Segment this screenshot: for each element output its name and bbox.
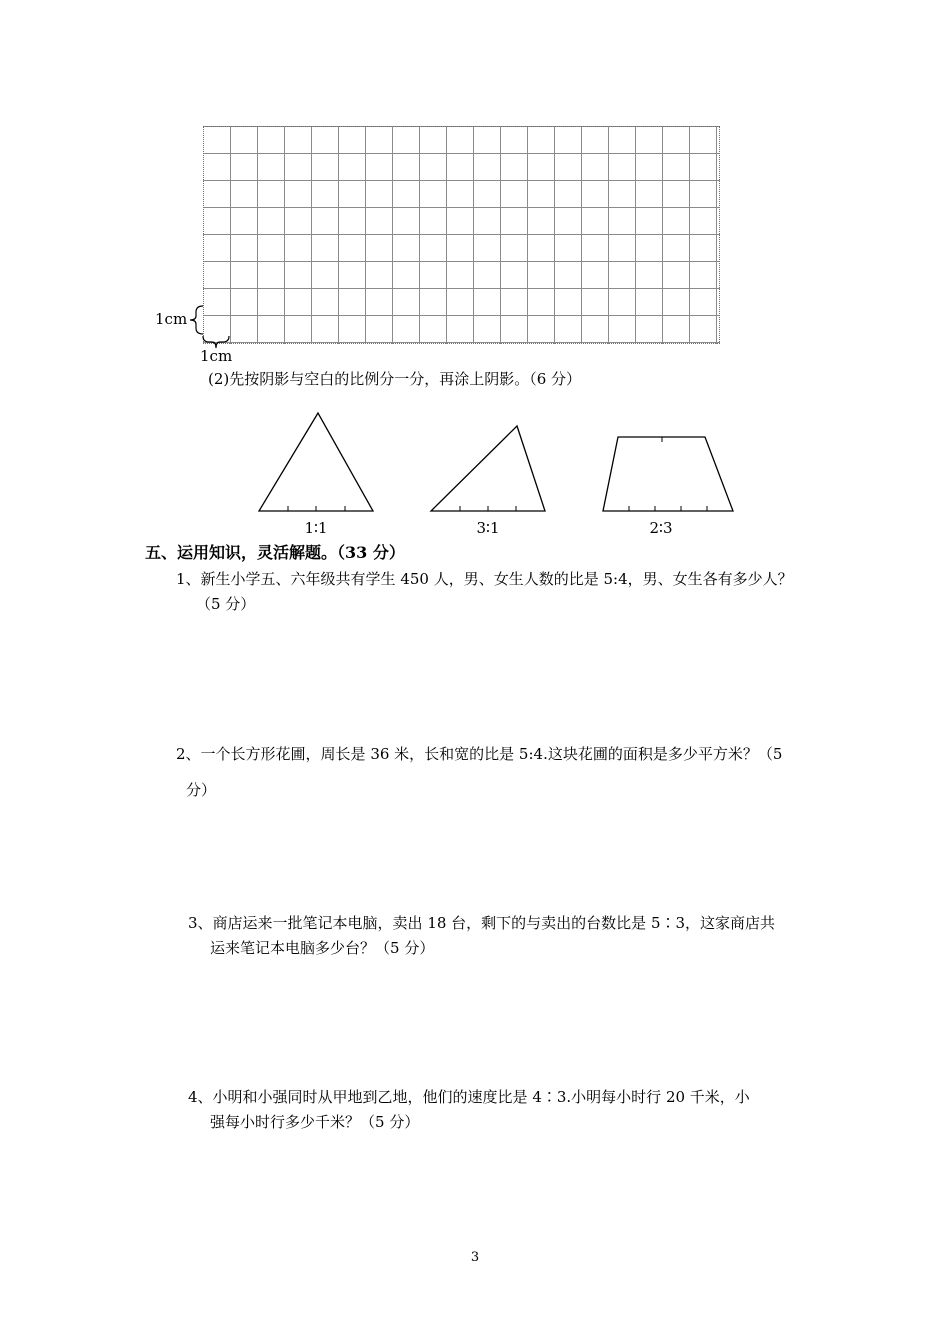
page-number: 3: [470, 1250, 480, 1265]
section-5-title: 五、运用知识，灵活解题。（33 分）: [145, 543, 405, 562]
ratio-label-1: 1∶1: [304, 519, 328, 537]
problem-3-line-1: 3、商店运来一批笔记本电脑，卖出 18 台，剩下的与卖出的台数比是 5∶3，这家商店共: [188, 914, 776, 932]
problem-3-line-2: 运来笔记本电脑多少台？（5 分）: [210, 939, 435, 957]
equilateral-triangle-shape: [259, 413, 373, 511]
shapes: [0, 0, 950, 540]
problem-4-line-2: 强每小时行多少千米？（5 分）: [210, 1113, 420, 1131]
problem-1-line-2: （5 分）: [196, 595, 256, 613]
ratio-label-3: 2∶3: [649, 519, 673, 537]
problem-4-line-1: 4、小明和小强同时从甲地到乙地，他们的速度比是 4∶3.小明每小时行 20 千米，小: [188, 1088, 750, 1106]
unit-label-horizontal: 1cm: [200, 347, 233, 365]
obtuse-triangle-shape: [431, 426, 545, 511]
ratio-label-2: 3∶1: [476, 519, 500, 537]
problem-2-line-1: 2、一个长方形花圃，周长是 36 米，长和宽的比是 5:4.这块花圃的面积是多少平方米？（5: [176, 745, 783, 763]
problem-2-line-2: 分）: [186, 781, 217, 799]
unit-label-vertical: 1cm: [155, 310, 188, 328]
trapezoid-shape: [603, 437, 733, 511]
q2-instruction: (2)先按阴影与空白的比例分一分，再涂上阴影。（6 分）: [208, 370, 582, 388]
problem-1-line-1: 1、新生小学五、六年级共有学生 450 人，男、女生人数的比是 5:4，男、女生各有多少人？: [176, 570, 793, 588]
